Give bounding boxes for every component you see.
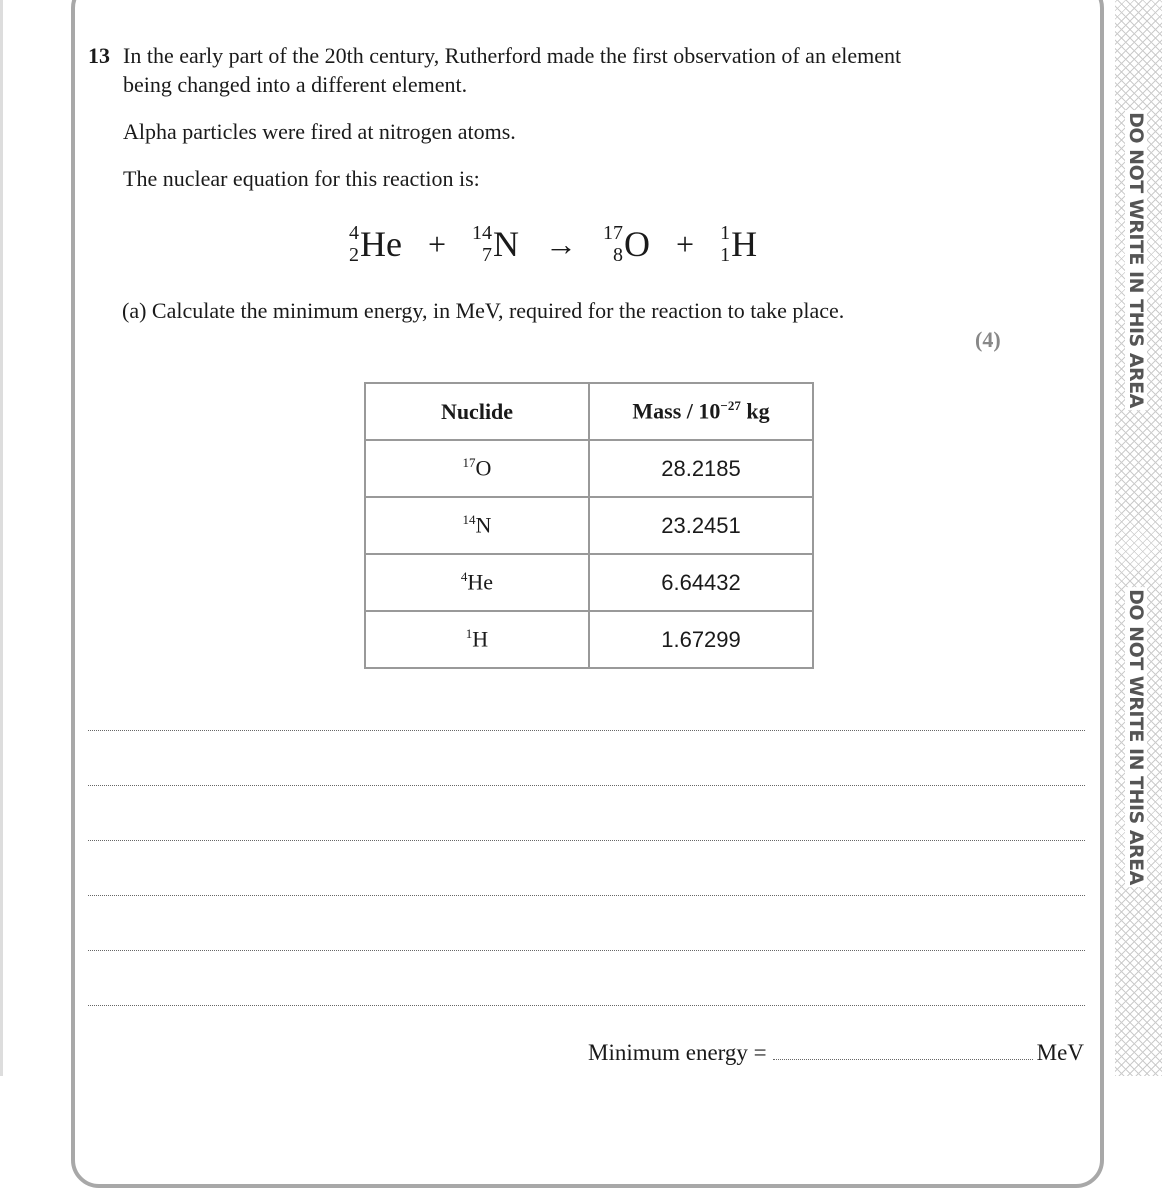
margin-warning: DO NOT WRITE IN THIS AREA <box>1125 589 1147 885</box>
question-number: 13 <box>88 43 110 68</box>
mass-table <box>364 382 814 669</box>
answer-line[interactable] <box>88 950 1085 951</box>
mass-number: 14 <box>472 222 493 244</box>
nuclear-equation <box>345 222 761 266</box>
table-header <box>365 383 813 440</box>
answer-label: Minimum energy = <box>588 1040 767 1065</box>
question-text: In the early part of the 20th century, Rutherford made the first observation of an element <box>123 43 902 68</box>
atomic-number: 7 <box>482 244 493 266</box>
answer-line[interactable] <box>88 895 1085 896</box>
answer-line[interactable] <box>88 1005 1085 1006</box>
symbol: N <box>475 512 492 538</box>
nuclide-cell <box>365 440 589 497</box>
mass-cell: 28.2185 <box>589 440 813 497</box>
answer-blank[interactable] <box>773 1059 1033 1060</box>
mass-number: 14 <box>462 512 476 528</box>
symbol: O <box>624 224 651 264</box>
nuclide-cell <box>365 554 589 611</box>
mass-cell: 23.2451 <box>589 497 813 554</box>
table-row <box>365 440 813 497</box>
mass-number: 4 <box>349 222 359 244</box>
symbol: He <box>360 224 402 264</box>
header-nuclide: Nuclide <box>365 383 589 440</box>
mass-number: 1 <box>465 626 473 642</box>
mass-number: 4 <box>460 569 468 585</box>
marks: (4) <box>975 327 1001 352</box>
arrow: → <box>545 225 578 262</box>
symbol: H <box>472 626 489 652</box>
nuclide-o <box>603 222 650 266</box>
mass-number: 17 <box>462 455 476 471</box>
symbol: He <box>467 569 494 595</box>
mass-number: 17 <box>603 222 624 244</box>
symbol: H <box>731 224 758 264</box>
page-edge <box>0 0 3 1076</box>
nuclide-h <box>720 222 757 266</box>
answer-unit: MeV <box>1036 1040 1084 1065</box>
question-text: The nuclear equation for this reaction is: <box>123 166 480 191</box>
nuclide-he <box>349 222 402 266</box>
header-mass-label: Mass / 10 <box>632 398 721 424</box>
answer-line[interactable] <box>88 840 1085 841</box>
nuclide-cell <box>365 497 589 554</box>
operator: + <box>676 225 695 262</box>
header-mass <box>589 383 813 440</box>
symbol: N <box>493 224 520 264</box>
question-text: Alpha particles were fired at nitrogen atoms. <box>123 119 516 144</box>
atomic-number: 1 <box>720 244 731 266</box>
nuclide-cell <box>365 611 589 668</box>
atomic-number: 8 <box>613 244 624 266</box>
table-row <box>365 611 813 668</box>
exponent: −27 <box>720 398 741 414</box>
unit: kg <box>746 398 770 424</box>
operator: + <box>427 225 447 262</box>
margin-warning: DO NOT WRITE IN THIS AREA <box>1125 112 1147 408</box>
mass-number: 1 <box>720 222 731 244</box>
answer-line[interactable] <box>88 730 1085 731</box>
symbol: O <box>475 455 492 481</box>
mass-cell: 6.64432 <box>589 554 813 611</box>
mass-cell: 1.67299 <box>589 611 813 668</box>
nuclide-n <box>472 222 519 266</box>
part-a-text: (a) Calculate the minimum energy, in MeV, required for the reaction to take place. <box>122 298 845 323</box>
answer-line[interactable] <box>88 785 1085 786</box>
table-row <box>365 497 813 554</box>
atomic-number: 2 <box>349 244 359 266</box>
question-text: being changed into a different element. <box>123 72 468 97</box>
table-row <box>365 554 813 611</box>
final-answer <box>588 1040 1084 1066</box>
